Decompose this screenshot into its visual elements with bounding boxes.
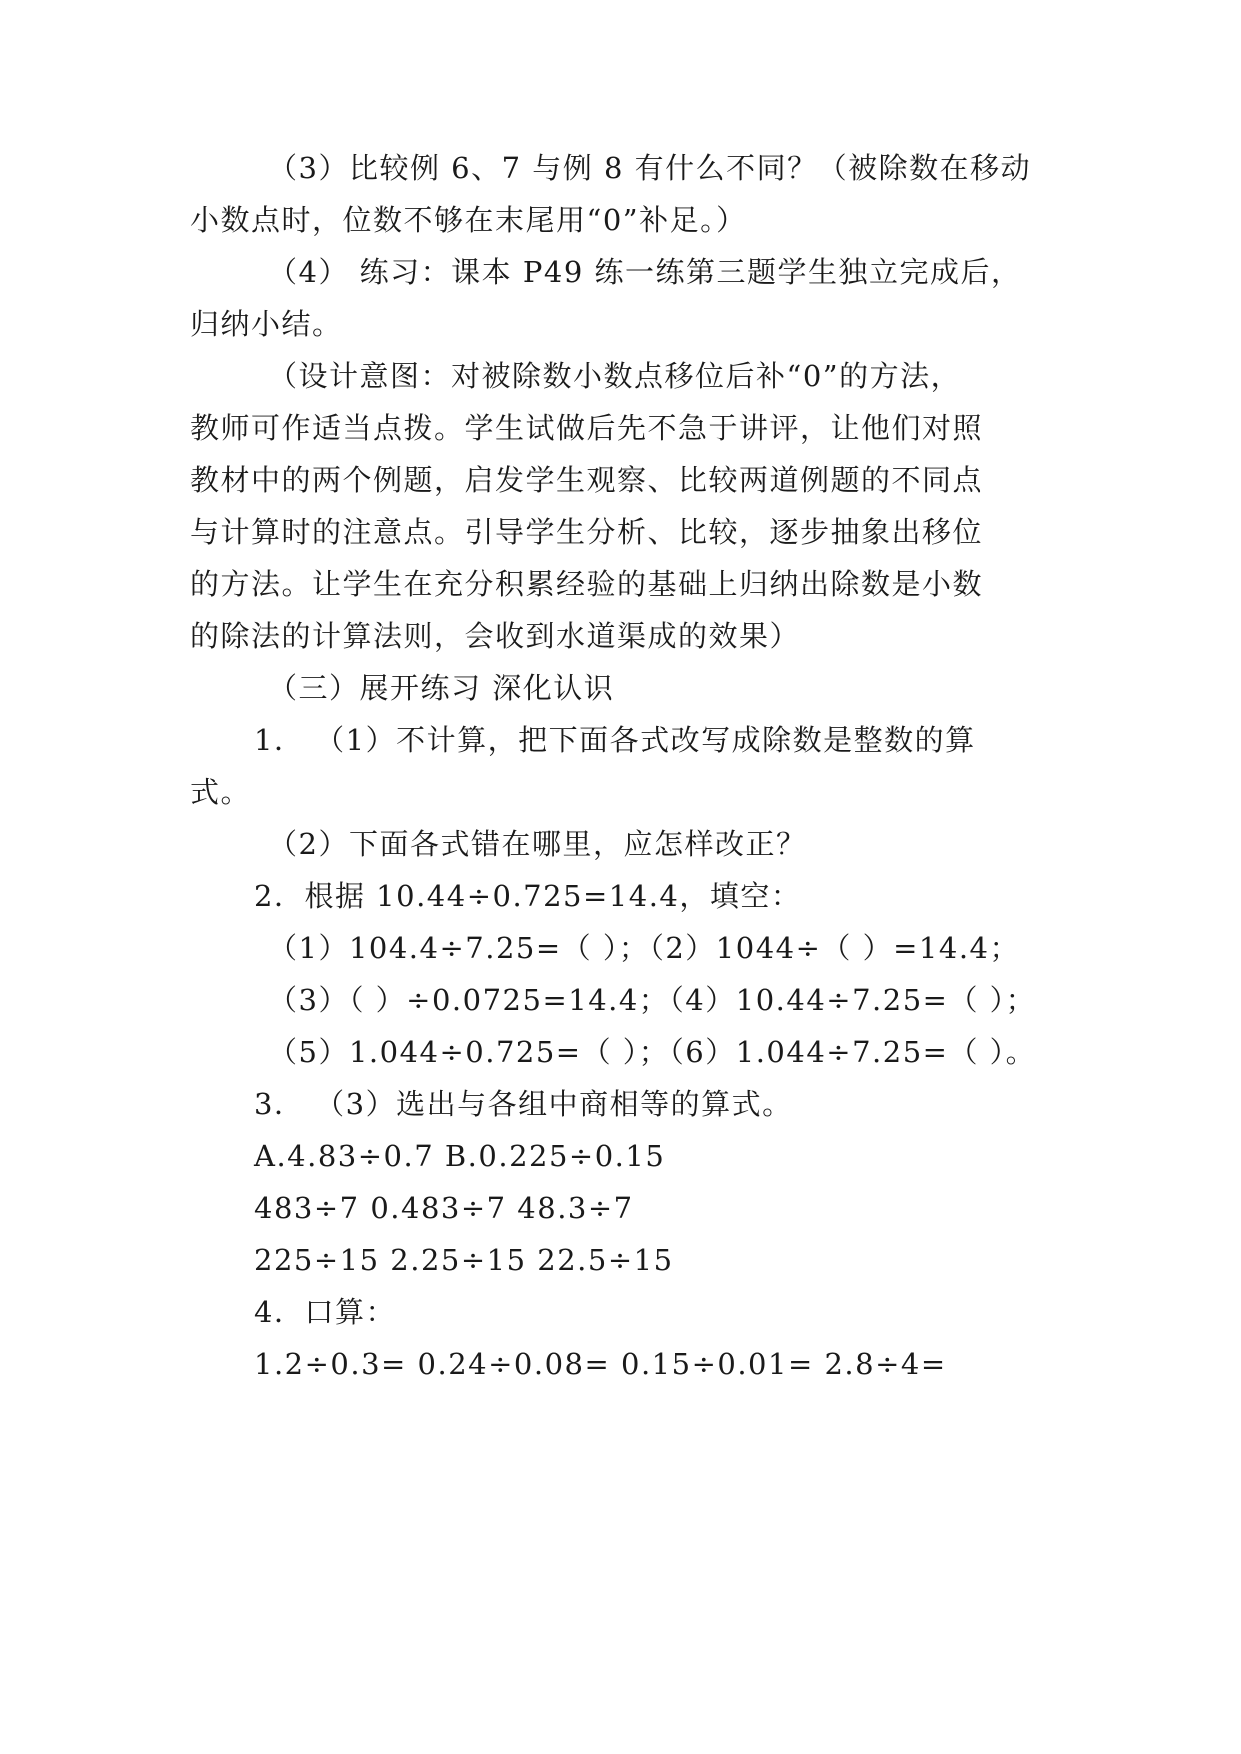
paragraph-line: 小数点时，位数不够在末尾用“0”补足。） — [190, 203, 747, 237]
paragraph-line: （设计意图：对被除数小数点移位后补“0”的方法， — [268, 359, 962, 393]
paragraph-line: （4） 练习：课本 P49 练一练第三题学生独立完成后， — [268, 255, 1022, 289]
exercise-2-item: （3）（ ）÷0.0725=14.4；（4）10.44÷7.25=（ ）； — [268, 983, 1037, 1017]
exercise-4-item: 1.2÷0.3= 0.24÷0.08= 0.15÷0.01= 2.8÷4= — [254, 1347, 947, 1381]
paragraph-line: （3）比较例 6、7 与例 8 有什么不同？（被除数在移动 — [268, 151, 1032, 185]
exercise-2-item: （5）1.044÷0.725=（ ）；（6）1.044÷7.25=（ ）。 — [268, 1035, 1037, 1069]
paragraph-line: 教师可作适当点拨。学生试做后先不急于讲评，让他们对照 — [190, 411, 984, 445]
exercise-3-line: 3． （3）选出与各组中商相等的算式。 — [254, 1087, 793, 1121]
exercise-2-item: （1）104.4÷7.25=（ ）；（2）1044÷（ ）=14.4； — [268, 931, 1020, 965]
exercise-2-line: 2．根据 10.44÷0.725=14.4，填空： — [254, 879, 802, 913]
paragraph-line: 教材中的两个例题，启发学生观察、比较两道例题的不同点 — [190, 463, 984, 497]
paragraph-line: 与计算时的注意点。引导学生分析、比较，逐步抽象出移位 — [190, 515, 984, 549]
exercise-3-item: 225÷15 2.25÷15 22.5÷15 — [254, 1243, 674, 1277]
section-heading: （三）展开练习 深化认识 — [268, 671, 615, 705]
exercise-3-item: 483÷7 0.483÷7 48.3÷7 — [254, 1191, 634, 1225]
exercise-3-item: A.4.83÷0.7 B.0.225÷0.15 — [254, 1139, 666, 1173]
exercise-1-line: 式。 — [190, 775, 252, 809]
exercise-1-part-2: （2）下面各式错在哪里，应怎样改正？ — [268, 827, 807, 861]
paragraph-line: 的除法的计算法则，会收到水道渠成的效果） — [190, 619, 801, 653]
paragraph-line: 归纳小结。 — [190, 307, 343, 341]
exercise-4-line: 4．口算： — [254, 1295, 396, 1329]
exercise-1-line: 1． （1）不计算，把下面各式改写成除数是整数的算 — [254, 723, 976, 757]
paragraph-line: 的方法。让学生在充分积累经验的基础上归纳出除数是小数 — [190, 567, 984, 601]
